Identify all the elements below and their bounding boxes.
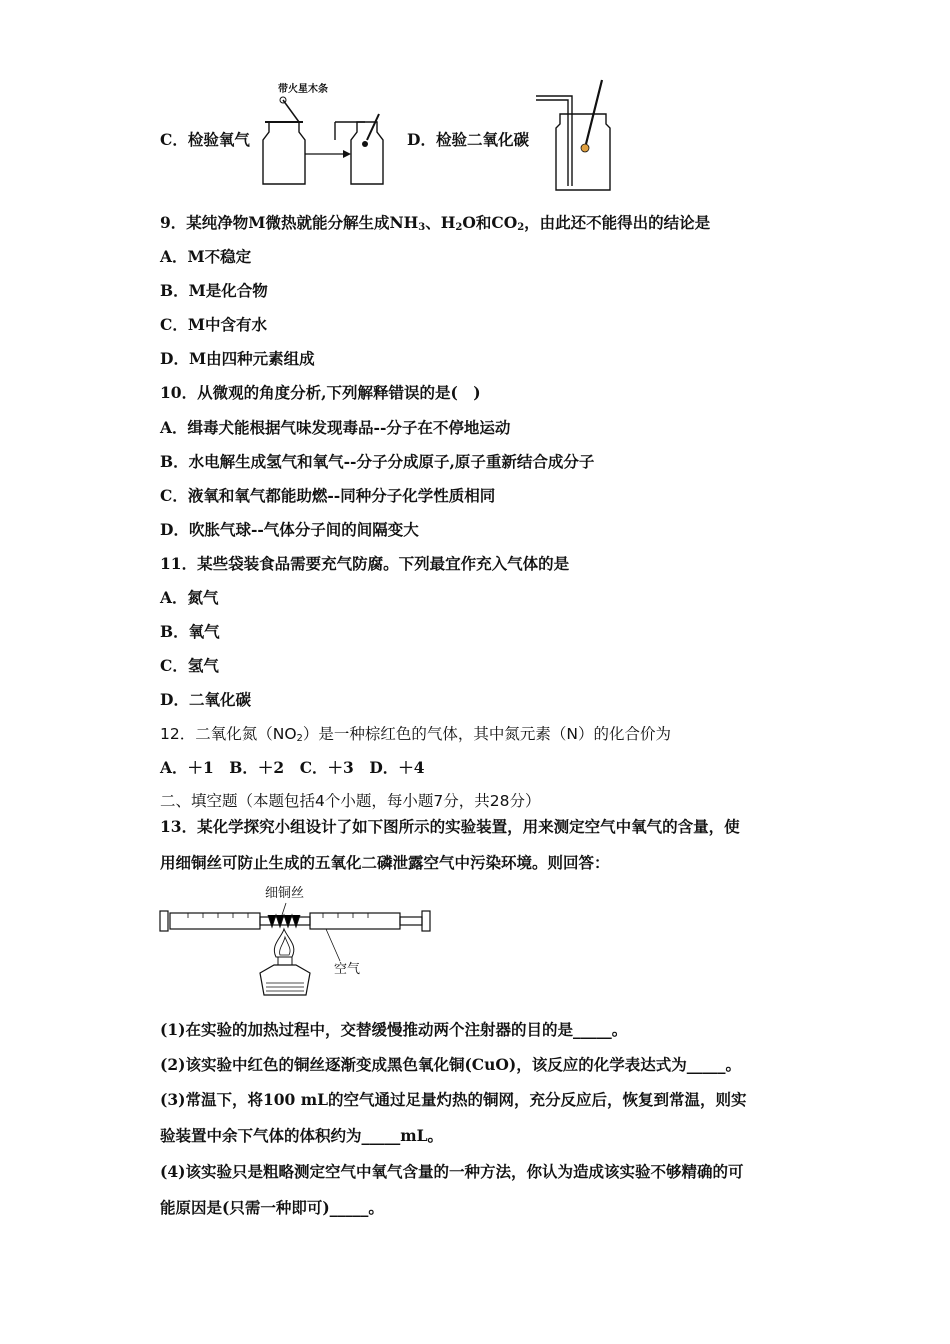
q12-stem-part-a: 12．二氧化氮（NO — [160, 725, 297, 743]
figure-label-c: C．检验氧气 — [160, 130, 250, 149]
label-air: 空气 — [334, 962, 361, 977]
figure-label-d: D．检验二氧化碳 — [407, 130, 529, 149]
q9-stem-part-d: ，由此还不能得出的结论是 — [524, 213, 711, 232]
q10-stem: 10．从微观的角度分析,下列解释错误的是( ) — [160, 383, 481, 402]
q10-option-a: A．缉毒犬能根据气味发现毒品--分子在不停地运动 — [160, 418, 511, 437]
q9-stem-part-a: 9．某纯净物M微热就能分解生成NH — [160, 213, 419, 232]
q9-stem — [160, 213, 710, 238]
q13-part3-line1: (3)常温下，将100 mL的空气通过足量灼热的铜网，充分反应后，恢复到常温，则实 — [160, 1090, 747, 1109]
q11-option-b: B．氧气 — [160, 622, 220, 641]
q13-stem-line2: 用细铜丝可防止生成的五氧化二磷泄露空气中污染环境。则回答： — [160, 853, 610, 872]
q9-option-b: B．M是化合物 — [160, 281, 268, 300]
q13-stem-line1: 13．某化学探究小组设计了如下图所示的实验装置，用来测定空气中氧气的含量，使 — [160, 817, 740, 836]
q9-sub-2b: 2 — [517, 222, 525, 233]
q13-part4-line1: (4)该实验只是粗略测定空气中氧气含量的一种方法，你认为造成该实验不够精确的可 — [160, 1162, 744, 1181]
q9-option-c: C．M中含有水 — [160, 315, 267, 334]
oxygen-test-illustration — [255, 92, 395, 192]
q12-options: A．＋1 B．＋2 C．＋3 D．＋4 — [160, 758, 425, 777]
q9-stem-part-c: O和CO — [462, 213, 518, 232]
q13-part1: (1)在实验的加热过程中，交替缓慢推动两个注射器的目的是_____。 — [160, 1020, 628, 1039]
q12-sub-2: 2 — [296, 733, 303, 744]
q11-option-d: D．二氧化碳 — [160, 690, 251, 709]
q11-option-c: C．氢气 — [160, 656, 219, 675]
q12-stem-part-b: ）是一种棕红色的气体，其中氮元素（N）的化合价为 — [302, 725, 672, 743]
section2-heading: 二、填空题（本题包括4个小题，每小题7分，共28分） — [160, 792, 541, 810]
q9-stem-part-b: 、H — [425, 213, 456, 232]
syringe-apparatus-illustration — [158, 895, 438, 1005]
q10-option-d: D．吹胀气球--气体分子间的间隔变大 — [160, 520, 419, 539]
q9-sub-2a: 2 — [455, 222, 463, 233]
caption-glowing-splint: 带火星木条 — [278, 84, 328, 95]
q10-option-c: C．液氧和氧气都能助燃--同种分子化学性质相同 — [160, 486, 496, 505]
q10-option-b: B．水电解生成氢气和氧气--分子分成原子,原子重新结合成分子 — [160, 452, 595, 471]
q11-stem: 11．某些袋装食品需要充气防腐。下列最宜作充入气体的是 — [160, 554, 570, 573]
q12-stem — [160, 724, 671, 749]
q13-part4-line2: 能原因是(只需一种即可)_____。 — [160, 1198, 384, 1217]
q13-part3-line2: 验装置中余下气体的体积约为_____mL。 — [160, 1126, 444, 1145]
q9-sub-3: 3 — [418, 222, 426, 233]
q9-option-a: A．M不稳定 — [160, 247, 252, 266]
co2-test-illustration — [532, 78, 622, 193]
q13-part2: (2)该实验中红色的铜丝逐渐变成黑色氧化铜(CuO)，该反应的化学表达式为_____。 — [160, 1055, 741, 1074]
q11-option-a: A．氮气 — [160, 588, 219, 607]
q9-option-d: D．M由四种元素组成 — [160, 349, 315, 368]
label-copper-wire: 细铜丝 — [265, 886, 305, 901]
